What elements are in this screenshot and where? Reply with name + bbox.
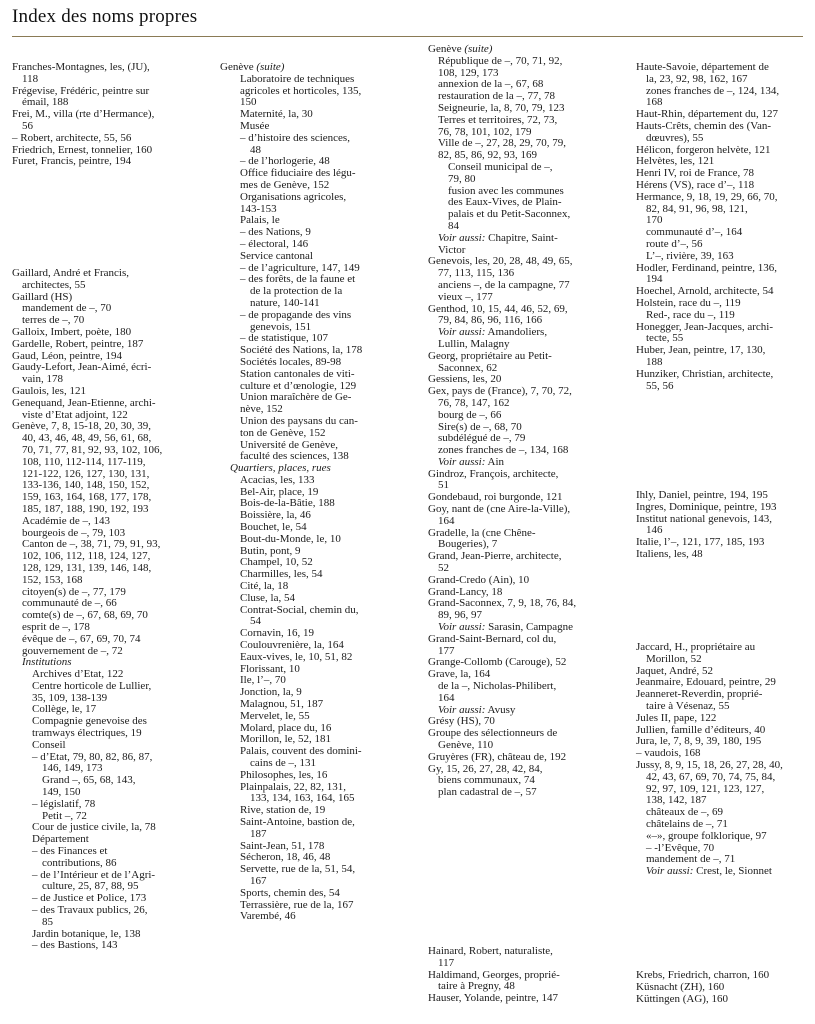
index-entry-line: Haute-Savoie, département de	[636, 61, 769, 73]
index-entry-line: Frégevise, Frédéric, peintre sur	[12, 84, 150, 97]
index-entry-line: 188	[646, 355, 663, 368]
index-entry-line: 133, 134, 163, 164, 165	[250, 792, 355, 805]
index-entry-line: tramways électriques, 19	[32, 727, 142, 740]
index-entry-line: Jeanmaire, Edouard, peintre, 29	[636, 676, 776, 689]
index-entry-line: Conseil	[32, 738, 66, 751]
index-entry-line: Grésy (HS), 70	[428, 715, 495, 728]
index-block-k	[636, 970, 815, 1005]
index-entry-line: Conseil municipal de –,	[448, 160, 553, 173]
index-entry-line: – vaudois, 168	[636, 747, 701, 760]
index-entry-line: route d’–, 56	[646, 237, 703, 250]
index-entry-line: 143-153	[240, 202, 277, 215]
index-entry-line: Hodler, Ferdinand, peintre, 136,	[636, 261, 777, 274]
index-entry-line: 42, 43, 67, 69, 70, 74, 75, 84,	[646, 770, 776, 783]
index-entry-line: Voir aussi: Crest, le, Sionnet	[646, 865, 772, 878]
index-entry-line: – des Nations, 9	[240, 226, 311, 239]
index-entry-line: Saint-Jean, 51, 178	[240, 839, 325, 852]
index-entry-line: Voir aussi: Chapitre, Saint-	[438, 231, 558, 244]
index-entry-line: 51	[438, 479, 449, 492]
index-entry-line: genevois, 151	[250, 320, 312, 333]
index-entry-line: Galloix, Imbert, poète, 180	[12, 325, 132, 338]
index-entry-line: Jaccard, H., propriétaire au	[636, 641, 756, 653]
index-column-2	[220, 0, 408, 1024]
index-entry-line: Hainard, Robert, naturaliste,	[428, 945, 553, 957]
index-entry-line: Red-, race du –, 119	[646, 308, 735, 321]
index-entry-line: Ihly, Daniel, peintre, 194, 195	[636, 489, 768, 501]
index-entry-line: 177	[438, 644, 455, 657]
index-entry-line: Voir aussi: Sarasin, Campagne	[438, 621, 574, 634]
index-entry-line: 54	[250, 615, 261, 628]
index-entry-line: Voir aussi: Ain	[438, 455, 505, 468]
index-entry-line: – de l’agriculture, 147, 149	[240, 261, 360, 274]
index-entry-line: culture et d’œnologie, 129	[240, 379, 357, 392]
index-entry-line: 121-122, 126, 127, 130, 131,	[22, 467, 150, 480]
index-entry-line: communauté de –, 66	[22, 597, 117, 610]
index-entry-line: Institutions	[22, 656, 72, 669]
index-entry-line: 35, 109, 138-139	[32, 691, 108, 704]
index-entry-line: Hermance, 9, 18, 19, 29, 66, 70,	[636, 190, 778, 203]
index-entry-line: Morillon, le, 52, 181	[240, 733, 332, 746]
index-entry-line: Institut national genevois, 143,	[636, 512, 772, 525]
index-entry-line: 76, 78, 147, 162	[438, 396, 510, 409]
index-entry-line: Jeanneret-Reverdin, proprié-	[636, 688, 763, 701]
index-entry-line: Hoechel, Arnold, architecte, 54	[636, 285, 774, 298]
index-entry-line: Collège, le, 17	[32, 703, 97, 716]
index-entry-line: bourgeois de –, 79, 103	[22, 526, 126, 539]
index-entry-line: Malagnou, 51, 187	[240, 698, 324, 711]
index-entry-line: Haldimand, Georges, proprié-	[428, 968, 560, 981]
index-entry-line: Union maraîchère de Ge-	[240, 391, 352, 404]
index-entry-line: Genève (suite)	[220, 61, 285, 73]
index-entry-line: Ville de –, 27, 28, 29, 70, 79,	[438, 137, 566, 150]
index-entry-line: 164	[438, 514, 455, 527]
page-title: Index des noms propres	[12, 6, 198, 27]
index-entry-line: Boissière, la, 46	[240, 509, 311, 522]
index-entry-line: Hauser, Yolande, peintre, 147	[428, 992, 559, 1005]
index-entry-line: Holstein, race du –, 119	[636, 296, 741, 309]
index-entry-line: Jules II, pape, 122	[636, 711, 717, 724]
index-entry-line: Gardelle, Robert, peintre, 187	[12, 337, 144, 350]
index-entry-line: fusion avec les communes	[448, 184, 564, 197]
index-entry-line: 185, 187, 188, 190, 192, 193	[22, 502, 149, 515]
index-entry-line: 85	[42, 915, 53, 928]
index-entry-line: taire à Vésenaz, 55	[646, 699, 730, 712]
index-entry-line: châteaux de –, 69	[646, 806, 723, 819]
index-entry-line: Hauts-Crêts, chemin des (Van-	[636, 119, 772, 132]
index-entry-line: 152, 153, 168	[22, 573, 83, 586]
index-entry-line: – de statistique, 107	[240, 332, 328, 345]
index-entry-line: Groupe des sélectionneurs de	[428, 727, 558, 740]
index-entry-line: esprit de –, 178	[22, 620, 90, 633]
index-entry-line: Friedrich, Ernest, tonnelier, 160	[12, 143, 153, 156]
index-entry-line: Huber, Jean, peintre, 17, 130,	[636, 344, 766, 357]
index-entry-line: 76, 78, 101, 102, 179	[438, 125, 532, 138]
index-entry-line: annexion de la –, 67, 68	[438, 78, 544, 91]
index-entry-line: 159, 163, 164, 168, 177, 178,	[22, 491, 152, 504]
index-entry-line: Rive, station de, 19	[240, 804, 326, 817]
index-entry-line: châtelains de –, 71	[646, 817, 728, 830]
index-entry-line: – de propagande des vins	[240, 308, 352, 321]
index-entry-line: Genthod, 10, 15, 44, 46, 52, 69,	[428, 302, 568, 315]
index-entry-line: – de Justice et Police, 173	[32, 892, 147, 905]
index-entry-line: Acacias, les, 133	[240, 473, 315, 486]
index-block-g	[12, 268, 200, 952]
index-entry-line: Italiens, les, 48	[636, 547, 703, 560]
index-entry-line: Archives d’Etat, 122	[32, 668, 124, 681]
index-entry-line: anciens –, de la campagne, 77	[438, 278, 570, 291]
index-entry-line: Goy, nant de (cne Aire-la-Ville),	[428, 503, 571, 516]
index-entry-line: 56	[22, 119, 33, 132]
index-entry-line: Palais, couvent des domini-	[240, 745, 362, 758]
index-entry-line: Musée	[240, 119, 270, 132]
index-entry-line: Jonction, la, 9	[240, 686, 302, 699]
index-entry-line: 138, 142, 187	[646, 794, 707, 807]
index-entry-line: Gy, 15, 26, 27, 28, 42, 84,	[428, 762, 543, 775]
index-entry-line: 194	[646, 273, 663, 286]
index-entry-line: Mervelet, le, 55	[240, 709, 310, 722]
index-entry-line: L’–, rivière, 39, 163	[646, 249, 734, 262]
index-entry-line: 79, 80	[448, 172, 476, 185]
index-column-1	[12, 0, 200, 1024]
index-entry-line: Station cantonales de viti-	[240, 367, 355, 380]
index-entry-line: Italie, l’–, 121, 177, 185, 193	[636, 536, 765, 549]
index-entry-line: – des Travaux publics, 26,	[32, 904, 148, 917]
index-entry-line: culture, 25, 87, 88, 95	[42, 880, 139, 893]
index-entry-line: 79, 84, 86, 96, 116, 166	[438, 314, 543, 327]
index-entry-line: tecte, 55	[646, 332, 684, 345]
index-entry-line: Bougeries), 7	[438, 538, 498, 551]
index-entry-line: 82, 84, 91, 96, 98, 121,	[646, 202, 748, 215]
index-entry-line: – Robert, architecte, 55, 56	[12, 131, 132, 144]
index-entry-line: 84	[448, 219, 459, 232]
index-entry-line: 102, 106, 112, 118, 124, 127,	[22, 550, 151, 563]
index-entry-line: Contrat-Social, chemin du,	[240, 603, 359, 616]
index-block-j	[636, 642, 815, 878]
index-entry-line: Grand, Jean-Pierre, architecte,	[428, 550, 562, 563]
index-entry-line: Cour de justice civile, la, 78	[32, 821, 156, 834]
index-entry-line: – de l’Intérieur et de l’Agri-	[32, 868, 156, 881]
index-entry-line: agricoles et horticoles, 135,	[240, 84, 362, 97]
index-entry-line: 164	[438, 691, 455, 704]
index-entry-line: Université de Genève,	[240, 438, 339, 451]
index-entry-line: Genequand, Jean-Etienne, archi-	[12, 396, 156, 409]
index-entry-line: République de –, 70, 71, 92,	[438, 54, 563, 67]
index-entry-line: faculté des sciences, 138	[240, 450, 349, 463]
index-entry-line: Sports, chemin des, 54	[240, 886, 340, 899]
index-entry-line: 55, 56	[646, 379, 674, 392]
index-entry-line: Küsnacht (ZH), 160	[636, 980, 725, 993]
index-entry-line: Varembé, 46	[240, 910, 296, 923]
index-entry-line: Haut-Rhin, département du, 127	[636, 108, 779, 121]
index-entry-line: Jardin botanique, le, 138	[32, 927, 141, 940]
index-entry-line: Frei, M., villa (rte d’Hermance),	[12, 108, 155, 121]
index-entry-line: palais et du Petit-Saconnex,	[448, 208, 571, 221]
index-entry-line: dœuvres), 55	[646, 131, 704, 144]
index-entry-line: Laboratoire de techniques	[240, 72, 355, 85]
index-entry-line: – des Bastions, 143	[32, 939, 118, 952]
index-entry-line: – de l’horlogerie, 48	[240, 155, 330, 168]
index-entry-line: Bois-de-la-Bâtie, 188	[240, 497, 335, 510]
index-entry-line: 133-136, 140, 148, 150, 152,	[22, 479, 150, 492]
index-entry-line: – des Finances et	[32, 845, 108, 858]
index-entry-line: 77, 113, 115, 136	[438, 267, 515, 280]
index-entry-line: biens communaux, 74	[438, 774, 535, 787]
index-column-4	[636, 0, 815, 1024]
index-entry-line: Sécheron, 18, 46, 48	[240, 851, 331, 864]
index-entry-line: 48	[250, 143, 261, 156]
index-entry-line: 108, 110, 112-114, 117-119,	[22, 455, 146, 468]
index-entry-line: subdélégué de –, 79	[438, 432, 526, 445]
index-entry-line: Honegger, Jean-Jacques, archi-	[636, 320, 773, 333]
index-entry-line: Jura, le, 7, 8, 9, 39, 180, 195	[636, 735, 762, 748]
index-entry-line: Henri IV, roi de France, 78	[636, 167, 755, 180]
index-entry-line: 146, 149, 173	[42, 762, 103, 775]
index-entry-line: citoyen(s) de –, 77, 179	[22, 585, 126, 598]
index-entry-line: Gaillard, André et Francis,	[12, 267, 129, 279]
index-entry-line: Saconnex, 62	[438, 361, 498, 374]
index-entry-line: vain, 178	[22, 373, 63, 386]
index-entry-line: mandement de –, 71	[646, 853, 736, 866]
index-entry-line: évêque de –, 67, 69, 70, 74	[22, 632, 141, 645]
index-entry-line: 108, 129, 173	[438, 66, 499, 79]
index-entry-line: Servette, rue de la, 51, 54,	[240, 863, 356, 876]
index-entry-line: de la –, Nicholas-Philibert,	[438, 680, 557, 693]
index-entry-line: viste d’Etat adjoint, 122	[22, 408, 128, 421]
index-entry-line: Coulouvrenière, la, 164	[240, 639, 344, 652]
index-entry-line: Cité, la, 18	[240, 580, 289, 593]
index-entry-line: Morillon, 52	[646, 652, 702, 665]
index-entry-line: Georg, propriétaire au Petit-	[428, 349, 552, 362]
index-entry-line: Gaudy-Lefort, Jean-Aimé, écri-	[12, 361, 152, 374]
index-entry-line: Département	[32, 833, 89, 846]
index-entry-line: Ile, l’–, 70	[240, 674, 286, 687]
index-entry-line: Bouchet, le, 54	[240, 521, 307, 534]
index-entry-line: Académie de –, 143	[22, 514, 110, 527]
index-entry-line: 40, 43, 46, 48, 49, 56, 61, 68,	[22, 432, 152, 445]
index-entry-line: Saint-Antoine, bastion de,	[240, 816, 355, 828]
index-entry-line: Gex, pays de (France), 7, 70, 72,	[428, 385, 572, 398]
index-entry-line: Genève, 7, 8, 15-18, 20, 30, 39,	[12, 420, 152, 433]
index-entry-line: Gaud, Léon, peintre, 194	[12, 349, 122, 362]
index-entry-line: Hérens (VS), race d’–, 118	[636, 178, 755, 191]
index-entry-line: – -l’Evêque, 70	[646, 841, 715, 854]
index-entry-line: Lullin, Malagny	[438, 337, 510, 350]
index-column-3	[428, 0, 616, 1024]
index-entry-line: 128, 129, 131, 139, 146, 148,	[22, 561, 152, 574]
index-entry-line: Petit –, 72	[42, 809, 87, 822]
index-entry-line: Canton de –, 38, 71, 79, 91, 93,	[22, 538, 161, 551]
index-entry-line: 92, 97, 109, 121, 123, 127,	[646, 782, 765, 795]
index-entry-line: Grand-Saint-Bernard, col du,	[428, 632, 557, 645]
index-entry-line: ton de Genève, 152	[240, 426, 326, 439]
index-entry-line: 118	[22, 72, 39, 85]
index-entry-line: bourg de –, 66	[438, 408, 502, 421]
index-entry-line: Service cantonal	[240, 249, 313, 262]
index-entry-line: Grange-Collomb (Carouge), 52	[428, 656, 567, 669]
index-entry-line: Genève, 110	[438, 739, 494, 752]
index-entry-line: Société des Nations, la, 178	[240, 344, 363, 357]
index-entry-line: Philosophes, les, 16	[240, 768, 328, 781]
index-entry-line: Terrassière, rue de la, 167	[240, 898, 354, 911]
index-entry-line: Cornavin, 16, 19	[240, 627, 314, 640]
index-entry-line: Union des paysans du can-	[240, 414, 358, 427]
index-entry-line: Grand-Saconnex, 7, 9, 18, 76, 84,	[428, 597, 577, 610]
index-entry-line: architectes, 55	[22, 278, 86, 291]
index-entry-line: Grand-Lancy, 18	[428, 585, 503, 598]
index-entry-line: comte(s) de –, 67, 68, 69, 70	[22, 609, 148, 622]
index-entry-line: Quartiers, places, rues	[230, 462, 331, 475]
index-entry-line: Butin, pont, 9	[240, 544, 301, 557]
index-entry-line: la, 23, 92, 98, 162, 167	[646, 72, 748, 85]
index-entry-line: Jullien, famille d’éditeurs, 40	[636, 723, 766, 736]
index-entry-line: Gruyères (FR), château de, 192	[428, 750, 567, 763]
index-block-h-start	[428, 946, 616, 1005]
index-entry-line: 187	[250, 827, 267, 840]
index-entry-line: – d’histoire des sciences,	[240, 131, 350, 144]
index-entry-line: Genevois, les, 20, 28, 48, 49, 65,	[428, 255, 573, 268]
index-block-f	[12, 62, 200, 168]
index-entry-line: 89, 96, 97	[438, 609, 482, 622]
index-entry-line: Gaillard (HS)	[12, 290, 73, 303]
index-entry-line: Jaquet, André, 52	[636, 664, 713, 677]
index-entry-line: 167	[250, 874, 267, 887]
index-entry-line: Krebs, Friedrich, charron, 160	[636, 969, 770, 981]
index-entry-line: Gradelle, la (cne Chêne-	[428, 526, 536, 539]
index-entry-line: restauration de la –, 77, 78	[438, 90, 555, 103]
index-entry-line: 170	[646, 214, 663, 227]
index-entry-line: 117	[438, 956, 455, 969]
index-entry-line: terres de –, 70	[22, 314, 85, 327]
index-entry-line: 168	[646, 96, 663, 109]
index-entry-line: Charmilles, les, 54	[240, 568, 323, 581]
index-entry-line: «–», groupe folklorique, 97	[646, 829, 767, 842]
index-entry-line: Helvètes, les, 121	[636, 155, 715, 168]
index-entry-line: – des forêts, de la faune et	[240, 273, 356, 286]
index-entry-line: Molard, place du, 16	[240, 721, 332, 734]
index-entry-line: 82, 85, 86, 92, 93, 169	[438, 149, 537, 162]
index-entry-line: Bout-du-Monde, le, 10	[240, 532, 341, 545]
index-entry-line: taire à Pregny, 48	[438, 980, 515, 993]
index-entry-line: Gessiens, les, 20	[428, 373, 502, 386]
index-entry-line: de la protection de la	[250, 285, 343, 298]
index-entry-line: Maternité, la, 30	[240, 108, 313, 121]
index-entry-line: Plainpalais, 22, 82, 131,	[240, 780, 347, 793]
index-entry-line: nature, 140-141	[250, 296, 320, 309]
index-entry-line: Cluse, la, 54	[240, 591, 295, 604]
index-entry-line: gouvernement de –, 72	[22, 644, 123, 657]
index-entry-line: Hunziker, Christian, architecte,	[636, 367, 774, 380]
index-entry-line: Terres et territoires, 72, 73,	[438, 113, 558, 126]
index-entry-line: 150	[240, 96, 257, 109]
index-entry-line: Sociétés locales, 89-98	[240, 355, 342, 368]
index-entry-line: 70, 71, 77, 81, 92, 93, 102, 106,	[22, 443, 163, 456]
index-entry-line: plan cadastral de –, 57	[438, 786, 537, 799]
index-entry-line: cains de –, 131	[250, 757, 316, 770]
index-entry-line: Furet, Francis, peintre, 194	[12, 155, 132, 168]
index-entry-line: zones franches de –, 124, 134,	[646, 84, 780, 97]
index-entry-line: Florissant, 10	[240, 662, 300, 675]
index-entry-line: Palais, le	[240, 214, 280, 227]
index-entry-line: – législatif, 78	[32, 797, 96, 810]
index-entry-line: Gindroz, François, architecte,	[428, 467, 559, 480]
index-entry-line: Hélicon, forgeron helvète, 121	[636, 143, 771, 156]
index-entry-line: Küttingen (AG), 160	[636, 992, 728, 1005]
index-entry-line: 146	[646, 524, 663, 537]
index-entry-line: Jussy, 8, 9, 15, 18, 26, 27, 28, 40,	[636, 758, 783, 771]
index-entry-line: Sire(s) de –, 68, 70	[438, 420, 522, 433]
index-entry-line: communauté d’–, 164	[646, 226, 743, 239]
index-entry-line: vieux –, 177	[438, 290, 493, 303]
index-entry-line: Gaulois, les, 121	[12, 384, 86, 397]
index-entry-line: Voir aussi: Avusy	[438, 703, 516, 716]
index-entry-line: Seigneurie, la, 8, 70, 79, 123	[438, 101, 565, 114]
index-entry-line: des Eaux-Vives, de Plain-	[448, 196, 562, 209]
index-entry-line: Grand –, 65, 68, 143,	[42, 774, 136, 787]
index-entry-line: contributions, 86	[42, 856, 117, 869]
index-entry-line: Compagnie genevoise des	[32, 715, 147, 728]
index-entry-line: nève, 152	[240, 403, 283, 416]
index-entry-line: Eaux-vives, le, 10, 51, 82	[240, 650, 353, 663]
index-block-h	[636, 62, 815, 392]
index-entry-line: Centre horticole de Lullier,	[32, 679, 152, 692]
index-entry-line: Gondebaud, roi burgonde, 121	[428, 491, 563, 504]
index-entry-line: mandement de –, 70	[22, 302, 112, 315]
index-entry-line: 149, 150	[42, 786, 81, 799]
index-entry-line: Victor	[438, 243, 466, 256]
index-entry-line: Organisations agricoles,	[240, 190, 347, 203]
index-entry-line: zones franches de –, 134, 168	[438, 444, 569, 457]
index-entry-line: Grand-Credo (Ain), 10	[428, 573, 530, 586]
index-entry-line: Ingres, Dominique, peintre, 193	[636, 500, 777, 513]
index-block-geneve-suite	[220, 62, 408, 923]
index-block-i	[636, 490, 815, 561]
index-entry-line: émail, 188	[22, 96, 69, 109]
index-entry-line: – d’Etat, 79, 80, 82, 86, 87,	[32, 750, 153, 763]
index-entry-line: 52	[438, 562, 449, 575]
index-entry-line: – électoral, 146	[240, 237, 309, 250]
index-entry-line: Grave, la, 164	[428, 668, 491, 681]
index-entry-line: Champel, 10, 52	[240, 556, 313, 569]
index-entry-line: Office fiduciaire des légu-	[240, 167, 356, 180]
index-entry-line: Genève (suite)	[428, 43, 493, 55]
index-entry-line: mes de Genève, 152	[240, 178, 330, 191]
index-entry-line: Bel-Air, place, 19	[240, 485, 319, 498]
index-entry-line: Voir aussi: Amandoliers,	[438, 326, 548, 339]
index-block-geneve-suite-2	[428, 44, 616, 799]
index-entry-line: Franches-Montagnes, les, (JU),	[12, 61, 150, 73]
